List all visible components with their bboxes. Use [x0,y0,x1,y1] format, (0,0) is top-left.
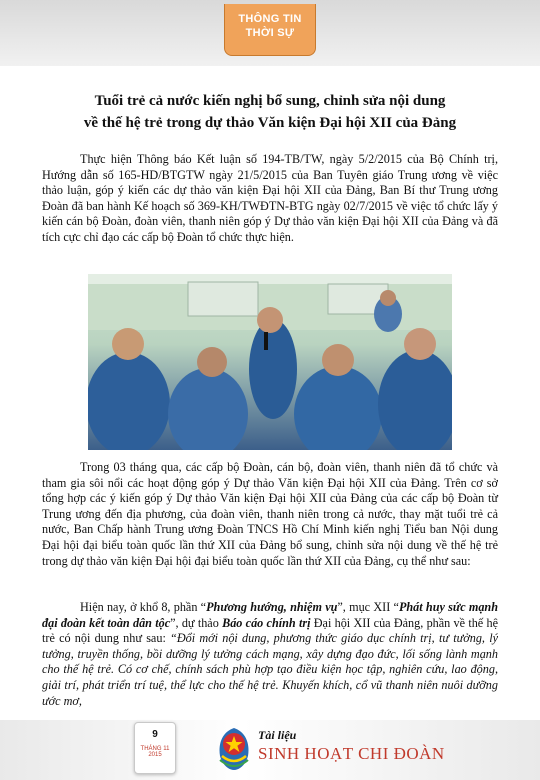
p3-text-a: Hiện nay, ở khổ 8, phần “ [80,600,207,614]
paragraph-intro: Thực hiện Thông báo Kết luận số 194-TB/TW, ngày 5/2/2015 của Bộ Chính trị, Hướng dẫn số 165-HD/BTGTW ngày 21/5/2015 của Ban Tuyên giáo Trung ương về việc thảo luận, góp ý kiến các dự thảo văn kiện Đại hội XII của Đảng, Ban Bí thư Trung ương Đoàn đã ban hành Kế hoạch số 369-KH/TWĐTN-BTG ngày 02/7/2015 về việc tổ chức lấy ý kiến cán bộ Đoàn, đoàn viên, thanh niên góp ý Dự thảo văn kiện Đại hội XII của Đảng và đã tích cực chỉ đạo các cấp bộ Đoàn tổ chức thực hiện. [42,152,498,244]
article-photo [88,274,452,450]
section-tab-line2: THỜI SỰ [245,27,295,39]
article-title-line2: về thế hệ trẻ trong dự thảo Văn kiện Đại hội XII của Đảng [83,115,457,131]
article-title [40,90,500,134]
p3-emphasis-report: Báo cáo chính trị [222,615,311,630]
paragraph-proposal [42,600,498,709]
issue-month: THÁNG 11 [140,746,170,752]
p3-quote: “Đổi mới nội dung, phương thức giáo dục chính trị, tư tưởng, lý tưởng, truyền thống, bồi dưỡng lý tưởng cách mạng, xây dựng đạo đức, lối sống lành mạnh cho thế hệ trẻ. Có cơ chế, chính sách phù hợp tạo điều kiện học tập, nghiên cứu, lao động, giải trí, phát triển trí tuệ, thể lực cho thế hệ trẻ. Khuyến khích, cổ vũ thanh niên nuôi dưỡng ước mơ, [42,631,498,708]
paragraph-body: Trong 03 tháng qua, các cấp bộ Đoàn, cán bộ, đoàn viên, thanh niên đã tổ chức và tham gia sôi nổi các hoạt động góp ý Dự thảo Văn kiện Đại hội XII của Đảng. Trên cơ sở tổng hợp các ý kiến góp ý Dự thảo Văn kiện Đại hội XII của Đảng của các cấp bộ Đoàn từ Trung ương đến địa phương, của đoàn viên, thanh niên trong cả nước, thay mặt tuổi trẻ cả nước, Ban Chấp hành Trung ương Đoàn TNCS Hồ Chí Minh kiến nghị Tiểu ban Nội dung Đại hội đại biểu toàn quốc lần thứ XII của Đảng bổ sung, chỉnh sửa nội dung về thế hệ trẻ trong dự thảo văn kiện Đại hội đại biểu toàn quốc lần thứ XII của Đảng, cụ thể như sau: [42,460,498,568]
p3-text-e: ”, dự thảo [170,615,223,630]
section-tab-line1: THÔNG TIN [238,13,302,25]
p3-text-c: ”, mục XII “ [337,600,399,614]
p3-emphasis-unity: Phát huy sức mạnh đại đoàn kết toàn dân tộc [42,600,498,630]
publication-name: SINH HOẠT CHI ĐOÀN [258,744,445,763]
p3-emphasis-direction: Phương hướng, nhiệm vụ [206,600,338,614]
article-title-line1: Tuổi trẻ cả nước kiến nghị bổ sung, chỉnh sửa nội dung [94,93,446,109]
header-band [0,0,540,66]
issue-year: 2015 [148,752,162,758]
youth-union-logo-icon [214,726,254,772]
footer-doc-label: Tài liệu [258,728,297,742]
page-number: 9 [152,729,158,740]
photo-illustration [88,274,452,450]
p3-text-g: Đại hội XII của Đảng, phần về thế hệ trẻ có nội dung như sau: [42,615,498,646]
page-number-box [134,722,176,774]
section-tab [224,4,316,56]
